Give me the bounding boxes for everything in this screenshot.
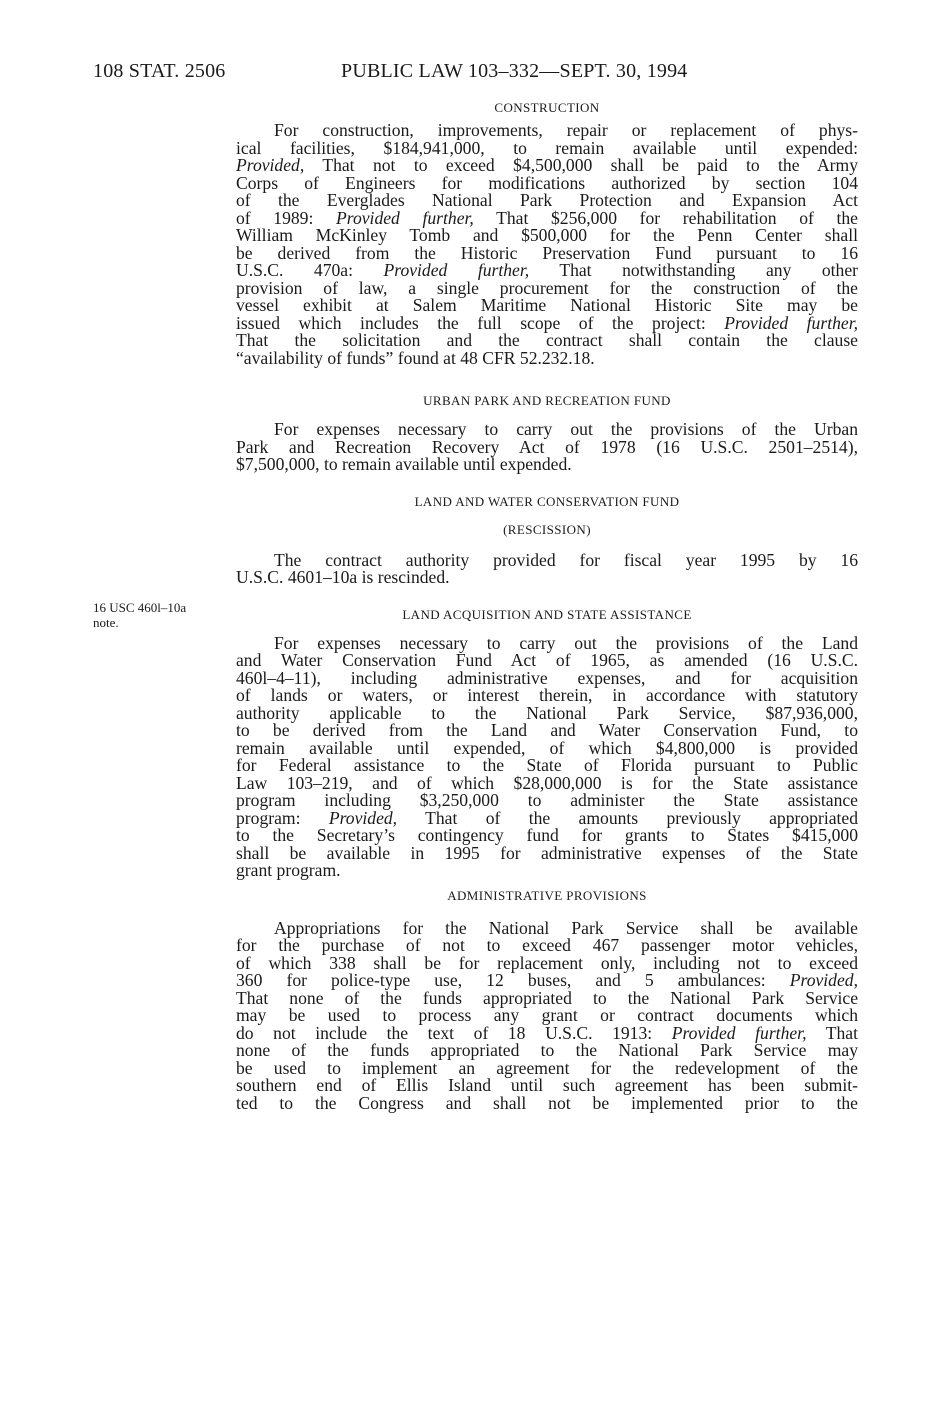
paragraph-construction: For construction, improvements, repair or replacement of phys- ical facilities, $184,941,000, to remain available until expended: Provided, That not to exceed $4,500,000 shall be paid to the Army Corps of Engineers for modifications authorized by section 104 of the Everglades National Park Protection and Expansion Act of 1989: Provided further, That $256,000 for rehabilitation of the William McKinley Tomb and $500,000 for the Penn Center shall be derived from the Historic Preservation Fund pursuant to 16 U.S.C. 470a: Provided further, That notwithstanding any other provision of law, a single procurement for the construction of the vessel exhibit at Salem Maritime National Historic Site may be issued which includes the full scope of the project: Provided further, That the solicitation and the contract shall contain the clause “availability of funds” found at 48 CFR 52.232.18. [236,120,858,368]
paragraph-land-acquisition: For expenses necessary to carry out the provisions of the Land and Water Conservation Fund Act of 1965, as amended (16 U.S.C. 460l–4–11), including administrative expenses, and for acquisition of lands or waters, or interest therein, in accordance with statutory authority applicable to the National Park Service, $87,936,000, to be derived from the Land and Water Conservation Fund, to remain available until expended, of which $4,800,000 is provided for Federal assistance to the State of Florida pursuant to Public Law 103–219, and of which $28,000,000 is for the State assistance program including $3,250,000 to administer the State assistance program: Provided, That of the amounts previously appropriated to the Secretary’s contingency fund for grants to States $415,000 shall be available in 1995 for administrative expenses of the State grant program. [236,632,859,880]
law-reference: PUBLIC LAW 103–332—SEPT. 30, 1994 [341,60,688,82]
document-body [236,100,858,1112]
margin-note-line-2: note. [93,615,119,630]
paragraph-administrative: Appropriations for the National Park Service shall be available for the purchase of not to exceed 467 passenger motor vehicles, of which 338 shall be for replacement only, including not to exceed 360 for police-type use, 12 buses, and 5 ambulances: Provided, That none of the funds appropriated to the National Park Service may be used to process any grant or contract documents which do not include the text of 18 U.S.C. 1913: Provided further, That none of the funds appropriated to the National Park Service may be used to implement an agreement for the redevelopment of the southern end of Ellis Island until such agreement has been submit- ted to the Congress and shall not be implemented prior to the [236,917,858,1113]
paragraph-urban-park: For expenses necessary to carry out the provisions of the Urban Park and Recreation Recovery Act of 1978 (16 U.S.C. 2501–2514), $7,500,000, to remain available until expended. [236,419,858,474]
margin-note-line-1: 16 USC 460l–10a [93,600,187,615]
section-heading-urban-park: URBAN PARK AND RECREATION FUND [423,393,671,408]
section-heading-administrative: ADMINISTRATIVE PROVISIONS [447,887,647,903]
section-heading-land-acquisition: LAND ACQUISITION AND STATE ASSISTANCE [402,606,692,622]
section-heading-construction: CONSTRUCTION [494,100,600,115]
margin-note [93,600,186,630]
stat-reference: 108 STAT. 2506 [93,60,226,82]
section-heading-lwcf: LAND AND WATER CONSERVATION FUND [414,493,680,509]
paragraph-rescission: The contract authority provided for fiscal year 1995 by 16 U.S.C. 4601–10a is rescinded. [236,549,858,587]
section-subheading-rescission: (RESCISSION) [503,521,591,537]
